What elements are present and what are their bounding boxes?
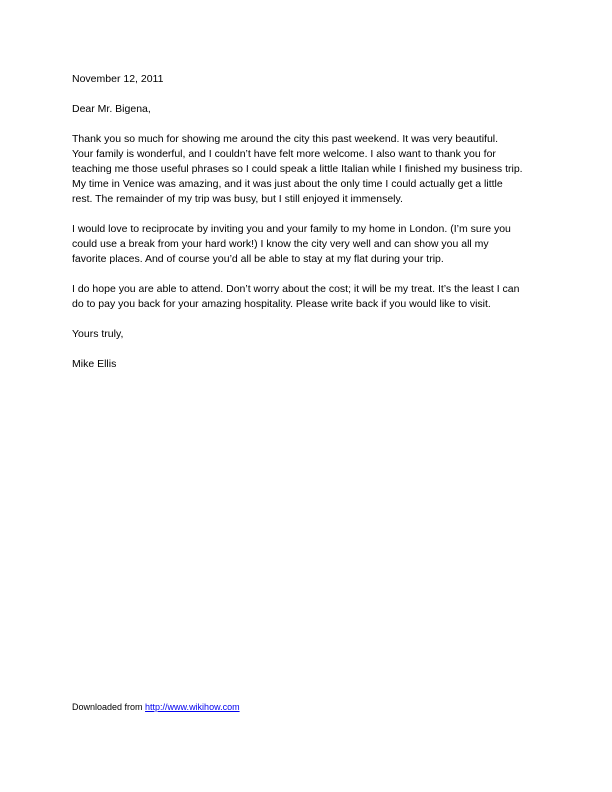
- paragraph-1-line: Thank you so much for showing me around the city this past weekend. It was very beautiful.: [72, 133, 499, 145]
- paragraph-2-line: I would love to reciprocate by inviting you and your family to my home in London. (I’m sure you: [72, 223, 511, 235]
- letter-body: [72, 72, 542, 372]
- paragraph-1-line: teaching me those useful phrases so I could speak a little Italian while I finished my business trip.: [72, 163, 523, 175]
- letter-salutation: Dear Mr. Bigena,: [72, 103, 151, 115]
- letter-closing: Yours truly,: [72, 328, 124, 340]
- paragraph-1: [72, 132, 542, 207]
- paragraph-1-line: rest. The remainder of my trip was busy, but I still enjoyed it immensely.: [72, 193, 403, 205]
- paragraph-3-line: do to pay you back for your amazing hospitality. Please write back if you would like to visit.: [72, 298, 491, 310]
- paragraph-3-line: I do hope you are able to attend. Don’t worry about the cost; it will be my treat. It’s the least I can: [72, 283, 520, 295]
- letter-date: November 12, 2011: [72, 73, 164, 85]
- paragraph-2: [72, 222, 542, 267]
- letter-signature: Mike Ellis: [72, 358, 117, 370]
- paragraph-3: [72, 282, 542, 312]
- paragraph-2-line: favorite places. And of course you’d all be able to stay at my flat during your trip.: [72, 253, 444, 265]
- footer-prefix: Downloaded from: [72, 702, 146, 712]
- download-footer: [72, 701, 240, 713]
- wikihow-link[interactable]: http://www.wikihow.com: [145, 702, 240, 712]
- paragraph-1-line: My time in Venice was amazing, and it was just about the only time I could actually get a little: [72, 178, 503, 190]
- paragraph-1-line: Your family is wonderful, and I couldn’t have felt more welcome. I also want to thank you for: [72, 148, 496, 160]
- paragraph-2-line: could use a break from your hard work!) I know the city very well and can show you all my: [72, 238, 489, 250]
